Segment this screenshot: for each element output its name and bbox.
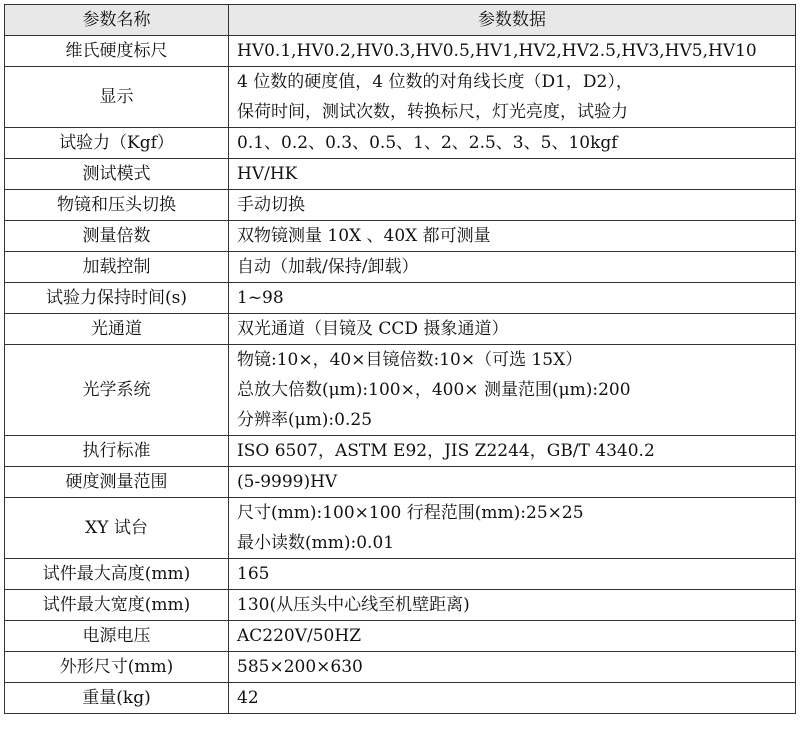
param-value-line: 0.1、0.2、0.3、0.5、1、2、2.5、3、5、10kgf <box>237 133 618 153</box>
table-row <box>5 345 796 436</box>
table-row <box>5 559 796 590</box>
table-row <box>5 498 796 559</box>
param-value-cell <box>229 621 796 652</box>
param-value-line: 保荷时间，测试次数，转换标尺，灯光亮度，试验力 <box>237 102 628 122</box>
table-row <box>5 652 796 683</box>
param-name-cell: 测试模式 <box>5 159 229 190</box>
param-value-line: 双光通道（目镜及 CCD 摄象通道） <box>237 319 509 339</box>
param-value-line: ISO 6507，ASTM E92，JIS Z2244，GB/T 4340.2 <box>237 441 655 461</box>
param-value-line: 165 <box>237 564 270 584</box>
param-value-line: 总放大倍数(μm):100×，400× 测量范围(μm):200 <box>237 380 631 400</box>
table-row <box>5 436 796 467</box>
param-value-line: 130(从压头中心线至机壁距离) <box>237 595 470 615</box>
param-value-cell <box>229 252 796 283</box>
param-value-line: 最小读数(mm):0.01 <box>237 533 395 553</box>
param-name-cell: 重量(kg) <box>5 683 229 714</box>
table-row <box>5 190 796 221</box>
table-row <box>5 467 796 498</box>
param-name-cell: 电源电压 <box>5 621 229 652</box>
param-value-line: 手动切换 <box>237 195 305 215</box>
param-value-cell <box>229 345 796 436</box>
param-value-line: 尺寸(mm):100×100 行程范围(mm):25×25 <box>237 503 584 523</box>
spec-table <box>4 4 796 714</box>
param-name-cell: 物镜和压头切换 <box>5 190 229 221</box>
param-value-cell <box>229 590 796 621</box>
spec-body <box>5 36 796 714</box>
table-row <box>5 283 796 314</box>
param-value-line: 585×200×630 <box>237 657 363 677</box>
param-name-cell: 加载控制 <box>5 252 229 283</box>
header-row <box>5 5 796 36</box>
param-value-cell <box>229 67 796 128</box>
table-row <box>5 252 796 283</box>
header-param-value: 参数数据 <box>229 5 796 36</box>
param-name-cell: 测量倍数 <box>5 221 229 252</box>
param-name-cell: 执行标准 <box>5 436 229 467</box>
param-value-line: HV0.1,HV0.2,HV0.3,HV0.5,HV1,HV2,HV2.5,HV3,HV5,HV10 <box>237 41 757 61</box>
table-row <box>5 67 796 128</box>
table-row <box>5 590 796 621</box>
param-value-cell <box>229 283 796 314</box>
table-row <box>5 314 796 345</box>
param-value-line: 双物镜测量 10X 、40X 都可测量 <box>237 226 491 246</box>
param-value-cell <box>229 221 796 252</box>
param-value-line: 42 <box>237 688 259 708</box>
param-value-line: HV/HK <box>237 164 298 184</box>
param-value-cell <box>229 559 796 590</box>
param-value-cell <box>229 652 796 683</box>
param-value-cell <box>229 467 796 498</box>
param-name-cell: 显示 <box>5 67 229 128</box>
param-name-cell: XY 试台 <box>5 498 229 559</box>
param-value-cell <box>229 190 796 221</box>
param-value-line: 分辨率(μm):0.25 <box>237 410 373 430</box>
param-value-cell <box>229 436 796 467</box>
param-value-cell <box>229 159 796 190</box>
param-name-cell: 光通道 <box>5 314 229 345</box>
param-value-line: 自动（加载/保持/卸载） <box>237 257 419 277</box>
param-value-line: 1~98 <box>237 288 284 308</box>
header-param-name: 参数名称 <box>5 5 229 36</box>
param-name-cell: 外形尺寸(mm) <box>5 652 229 683</box>
param-value-line: AC220V/50HZ <box>237 626 362 646</box>
param-value-cell <box>229 128 796 159</box>
param-value-line: 物镜:10×，40×目镜倍数:10×（可选 15X） <box>237 350 583 370</box>
param-name-cell: 试件最大高度(mm) <box>5 559 229 590</box>
param-value-cell <box>229 36 796 67</box>
table-row <box>5 221 796 252</box>
param-name-cell: 试验力（Kgf） <box>5 128 229 159</box>
param-name-cell: 试件最大宽度(mm) <box>5 590 229 621</box>
table-row <box>5 128 796 159</box>
param-name-cell: 维氏硬度标尺 <box>5 36 229 67</box>
param-value-cell <box>229 314 796 345</box>
table-row <box>5 621 796 652</box>
table-row <box>5 36 796 67</box>
param-value-line: 4 位数的硬度值，4 位数的对角线长度（D1，D2）， <box>237 72 633 92</box>
param-value-cell <box>229 498 796 559</box>
param-name-cell: 试验力保持时间(s) <box>5 283 229 314</box>
param-name-cell: 光学系统 <box>5 345 229 436</box>
param-value-line: (5-9999)HV <box>237 472 338 492</box>
param-name-cell: 硬度测量范围 <box>5 467 229 498</box>
param-value-cell <box>229 683 796 714</box>
table-row <box>5 683 796 714</box>
table-row <box>5 159 796 190</box>
